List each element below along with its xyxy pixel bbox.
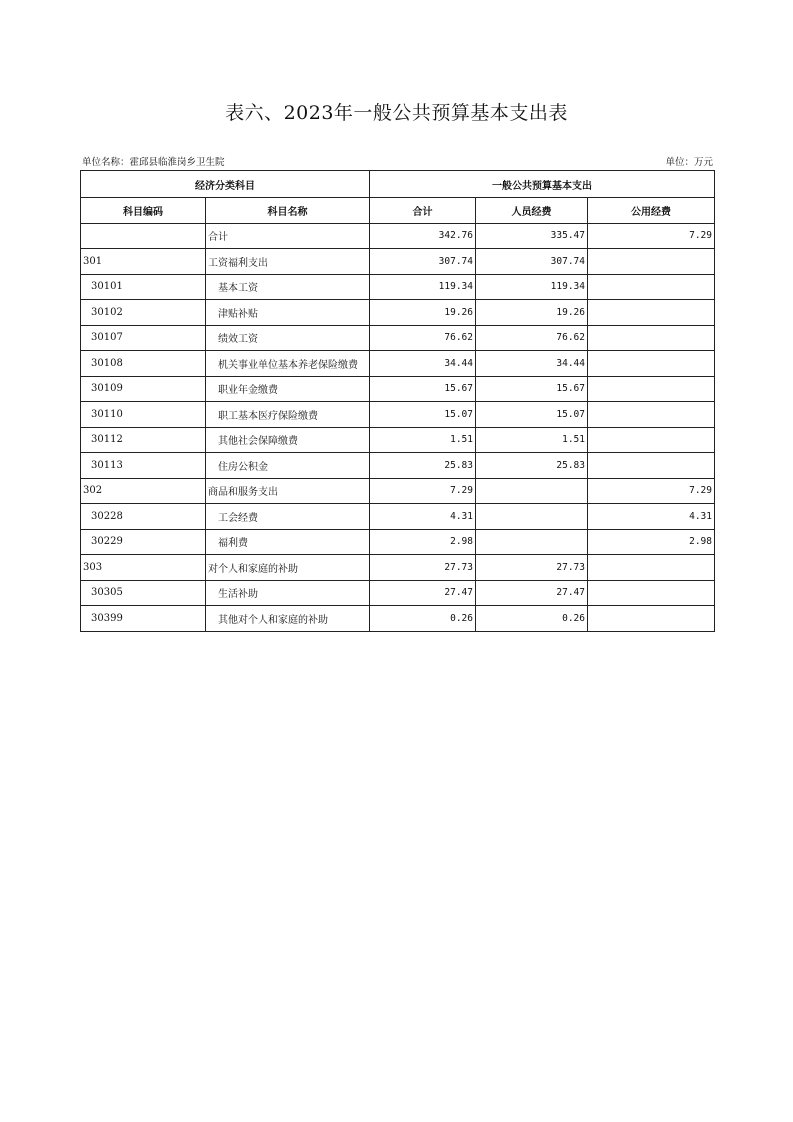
column-header-public: 公用经费 [588, 198, 715, 224]
cell-name: 职业年金缴费 [206, 376, 370, 402]
table-row [81, 351, 715, 377]
cell-total: 76.62 [370, 325, 476, 351]
cell-total: 15.67 [370, 376, 476, 402]
cell-public [588, 580, 715, 606]
table-row [81, 555, 715, 581]
column-header-personnel: 人员经费 [476, 198, 588, 224]
cell-personnel: 15.67 [476, 376, 588, 402]
cell-public [588, 300, 715, 326]
cell-name: 合计 [206, 223, 370, 249]
cell-total: 15.07 [370, 402, 476, 428]
cell-total: 19.26 [370, 300, 476, 326]
cell-code: 301 [81, 249, 206, 275]
cell-code: 30108 [81, 351, 206, 377]
cell-public [588, 453, 715, 479]
cell-code: 30229 [81, 529, 206, 555]
cell-name: 福利费 [206, 529, 370, 555]
unit-label: 单位：万元 [665, 157, 713, 168]
table-row [81, 580, 715, 606]
cell-personnel [476, 504, 588, 530]
cell-code: 30228 [81, 504, 206, 530]
cell-total: 307.74 [370, 249, 476, 275]
cell-code: 30113 [81, 453, 206, 479]
cell-name: 工会经费 [206, 504, 370, 530]
cell-public [588, 555, 715, 581]
cell-code: 30305 [81, 580, 206, 606]
cell-personnel [476, 478, 588, 504]
column-header-code: 科目编码 [81, 198, 206, 224]
cell-total: 27.73 [370, 555, 476, 581]
cell-personnel [476, 529, 588, 555]
cell-public [588, 427, 715, 453]
cell-total: 4.31 [370, 504, 476, 530]
header-general-budget-expenditure: 一般公共预算基本支出 [370, 171, 715, 198]
cell-code: 303 [81, 555, 206, 581]
cell-personnel: 27.73 [476, 555, 588, 581]
cell-public: 7.29 [588, 478, 715, 504]
table-row [81, 376, 715, 402]
cell-name: 对个人和家庭的补助 [206, 555, 370, 581]
cell-name: 基本工资 [206, 274, 370, 300]
cell-public [588, 274, 715, 300]
cell-public [588, 402, 715, 428]
cell-code [81, 223, 206, 249]
cell-total: 27.47 [370, 580, 476, 606]
cell-code: 30109 [81, 376, 206, 402]
cell-name: 商品和服务支出 [206, 478, 370, 504]
cell-total: 342.76 [370, 223, 476, 249]
cell-personnel: 19.26 [476, 300, 588, 326]
table-row [81, 427, 715, 453]
cell-code: 30102 [81, 300, 206, 326]
header-economic-classification: 经济分类科目 [81, 171, 370, 198]
cell-name: 其他社会保障缴费 [206, 427, 370, 453]
cell-code: 30110 [81, 402, 206, 428]
column-header-total: 合计 [370, 198, 476, 224]
cell-name: 绩效工资 [206, 325, 370, 351]
table-row [81, 453, 715, 479]
page-title: 表六、2023年一般公共预算基本支出表 [225, 102, 568, 124]
cell-total: 7.29 [370, 478, 476, 504]
table-row [81, 274, 715, 300]
table-row [81, 606, 715, 632]
table-body [81, 223, 715, 631]
cell-total: 2.98 [370, 529, 476, 555]
table-row [81, 300, 715, 326]
cell-public: 7.29 [588, 223, 715, 249]
cell-personnel: 27.47 [476, 580, 588, 606]
cell-code: 30112 [81, 427, 206, 453]
table-row [81, 529, 715, 555]
cell-public [588, 606, 715, 632]
cell-total: 25.83 [370, 453, 476, 479]
cell-total: 119.34 [370, 274, 476, 300]
cell-personnel: 25.83 [476, 453, 588, 479]
cell-name: 机关事业单位基本养老保险缴费 [206, 351, 370, 377]
cell-code: 30107 [81, 325, 206, 351]
cell-total: 1.51 [370, 427, 476, 453]
cell-total: 34.44 [370, 351, 476, 377]
column-header-name: 科目名称 [206, 198, 370, 224]
budget-table [80, 170, 715, 632]
cell-public [588, 351, 715, 377]
cell-personnel: 335.47 [476, 223, 588, 249]
cell-public: 2.98 [588, 529, 715, 555]
cell-public: 4.31 [588, 504, 715, 530]
table-row [81, 402, 715, 428]
table-row [81, 223, 715, 249]
cell-personnel: 76.62 [476, 325, 588, 351]
table-row [81, 249, 715, 275]
cell-personnel: 119.34 [476, 274, 588, 300]
cell-public [588, 249, 715, 275]
cell-name: 生活补助 [206, 580, 370, 606]
table-row [81, 504, 715, 530]
cell-personnel: 307.74 [476, 249, 588, 275]
cell-name: 津贴补贴 [206, 300, 370, 326]
cell-public [588, 376, 715, 402]
cell-name: 住房公积金 [206, 453, 370, 479]
cell-code: 30399 [81, 606, 206, 632]
unit-name-label: 单位名称：霍邱县临淮岗乡卫生院 [82, 157, 225, 168]
cell-total: 0.26 [370, 606, 476, 632]
cell-name: 工资福利支出 [206, 249, 370, 275]
cell-public [588, 325, 715, 351]
cell-personnel: 1.51 [476, 427, 588, 453]
cell-code: 302 [81, 478, 206, 504]
cell-personnel: 0.26 [476, 606, 588, 632]
cell-name: 职工基本医疗保险缴费 [206, 402, 370, 428]
table-row [81, 325, 715, 351]
cell-personnel: 34.44 [476, 351, 588, 377]
table-row [81, 478, 715, 504]
cell-name: 其他对个人和家庭的补助 [206, 606, 370, 632]
cell-personnel: 15.07 [476, 402, 588, 428]
cell-code: 30101 [81, 274, 206, 300]
